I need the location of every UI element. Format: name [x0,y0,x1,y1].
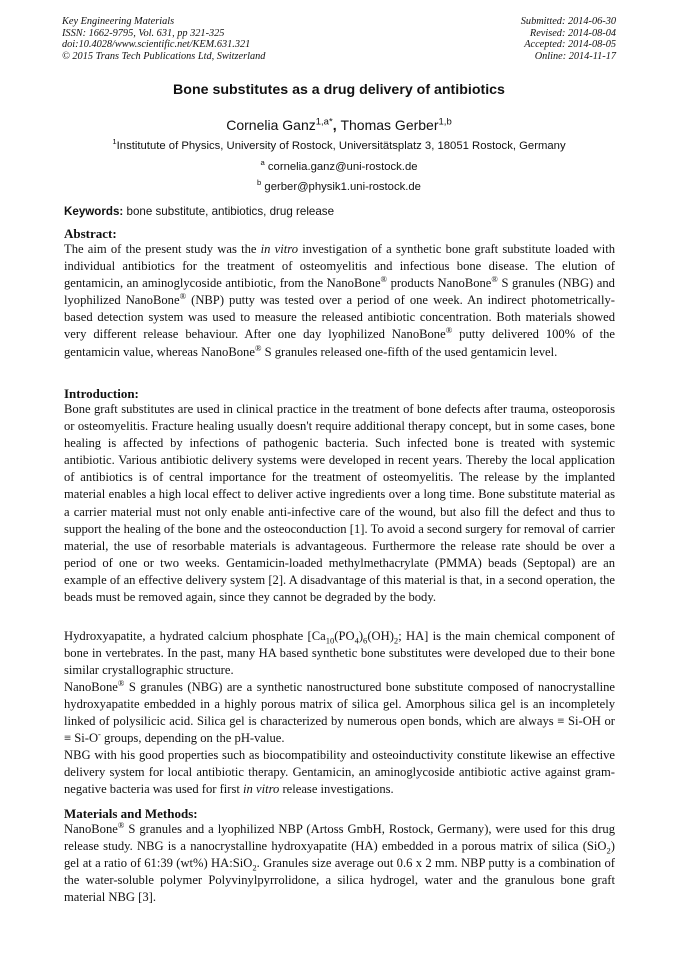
intro-p2-text-b: (PO [334,629,355,643]
email-a-text: cornelia.ganz@uni-rostock.de [264,161,418,173]
journal-info [62,16,265,62]
methods-text-c: ) gel at a ratio of 61:39 (wt%) HA:SiO [64,839,615,871]
online-date: Online: 2014-11-17 [534,50,616,62]
methods-text-d: . Granules size average out 0.6 x 2 mm. NBP putty is a combination of the water-soluble polymer Polyvinylpyrrolidone, a silica hydrogel, water and the granulous bone graft material NBG [3]. [64,856,615,905]
affiliation-mark: 1 [112,137,117,147]
methods-paragraph [64,821,615,906]
introduction-paragraph-4 [64,747,615,798]
intro-p4-italic: in vitro [243,782,280,797]
registered-mark: ® [117,677,125,688]
methods-text-a: NanoBone [64,822,118,836]
abstract-text-4: S granules (NBG) and lyophilized NanoBone [64,276,615,308]
copyright-line: © 2015 Trans Tech Publications Ltd, Switzerland [62,50,266,62]
email-a-mark: a [260,158,265,168]
affiliation-text: Institutute of Physics, University of Rostock, Universitätsplatz 3, 18051 Rostock, Germany [116,140,566,152]
subscript: 2 [252,862,257,873]
abstract-text-7: S granules released one-fifth of the used gentamicin level. [261,344,558,359]
revised-date: Revised: 2014-08-04 [529,27,616,39]
author-1-affiliation-mark: 1,a* [315,116,333,128]
intro-p2-text-d: (OH) [367,629,394,643]
introduction-heading: Introduction: [64,386,139,401]
registered-mark: ® [491,274,498,284]
registered-mark: ® [179,291,187,302]
email-a [0,158,678,173]
abstract-text-5: (NBP) putty was tested over a period of one week. An indirect photometrically-based detection system was used to measure the released antibiotic concentration. Both materials showed very different release behaviour. After one day lyophilized NanoBone [64,293,616,342]
introduction-paragraph-1: Bone graft substitutes are used in clinical practice in the treatment of bone defects after trauma, osteoporosis or osteomyelitis. Fracture healing usually doesn't require additional therapy concept, but in some cases, bone healing is affected by infections of pathogenic bacteria. Such infected bone is treated with systemic antibiotic. Various antibiotic delivery systems were developed in recent years. Thereby the local application of antibiotics is of central importance for the treatment of osteomyelitis. The release by the implanted material enables a high local effect to deliver active ingredients over a long time. Bone substitute material as a carrier material must not only enable anti-infective care of the wound, but also fill the defect and thus to support the healing of the bone and the osteoconduction [1]. To avoid a second surgery for removal of carrier material, the use of resorbable materials is advantageous. Furthermore the release rate should be over a period of one or two weeks. Gentamicin-loaded methylmethacrylate (PMMA) beads (Septopal) are an example of an effective delivery system [2]. A disadvantage of this material is that, in a second operation, the beads must be removed again, since they cannot be degraded by the body. [64,402,615,605]
publication-dates [521,16,616,62]
author-separator: , [332,117,341,133]
registered-mark: ® [445,325,453,336]
introduction-paragraph-2 [64,628,615,679]
superscript: - [98,729,101,740]
subscript: 10 [325,635,335,646]
keywords-text: bone substitute, antibiotics, drug release [123,205,335,218]
abstract-heading: Abstract: [64,226,117,241]
email-b-mark: b [257,178,262,188]
abstract-text-1: The aim of the present study was the [64,242,261,256]
journal-name: Key Engineering Materials [62,16,175,27]
intro-p2-text-a: Hydroxyapatite, a hydrated calcium phosphate [Ca [64,629,326,643]
intro-p4-text-a: NBG with his good properties such as biocompatibility and osteoinductivity constitute likewise an effective delivery system for local antibiotic therapy. Gentamicin, an aminoglycoside antibiotic active against gram-negative bacteria was used for first [64,748,615,797]
methods-heading: Materials and Methods: [64,806,198,821]
subscript: 4 [354,635,359,646]
abstract-text-3: products NanoBone [387,276,492,291]
subscript: 2 [393,635,399,646]
author-1: Cornelia Ganz [226,117,316,133]
intro-p2-text-c: ) [358,629,364,643]
author-2-affiliation-mark: 1,b [438,116,452,128]
registered-mark: ® [117,819,125,830]
abstract-italic: in vitro [260,242,298,256]
issn-line: ISSN: 1662-9795, Vol. 631, pp 321-325 [62,27,225,39]
subscript: 2 [606,845,611,856]
intro-p3-text-b: S granules (NBG) are a synthetic nanostructured bone substitute composed of nanocrystalline hydroxyapatite embedded in a highly porous matrix of silica gel. Amorphous silica gel is an incompletely linked of polysilicic acid. Silica gel is characterized by numerous open bonds, which are always ≡ Si-OH or ≡ Si-O [64,680,615,746]
subscript: 6 [363,635,368,646]
introduction-paragraph-3 [64,679,615,747]
intro-p3-text-c: groups, depending on the pH-value. [100,731,285,746]
author-list [0,117,678,133]
keywords [64,205,624,218]
accepted-date: Accepted: 2014-08-05 [524,39,616,50]
keywords-label: Keywords: [64,205,124,218]
doi-line: doi:10.4028/www.scientific.net/KEM.631.321 [62,39,251,50]
intro-p2-text-e: ; HA] is the main chemical component of bone in vertebrates. In the past, many HA based synthetic bone substitutes were developed due to their bone similar crystallographic structure. [64,629,615,678]
intro-p4-text-b: release investigations. [279,782,394,797]
registered-mark: ® [254,342,262,353]
affiliation [0,137,678,152]
submitted-date: Submitted: 2014-06-30 [520,16,616,27]
email-b [0,178,678,193]
methods-text-b: S granules and a lyophilized NBP (Artoss GmbH, Rostock, Germany), were used for this drug release study. NBG is a nanocrystalline hydroxyapatite (HA) embedded in a porous matrix of silica (SiO [64,822,615,854]
email-b-text: gerber@physik1.uni-rostock.de [261,181,421,193]
paper-title: Bone substitutes as a drug delivery of antibiotics [173,82,505,98]
abstract-paragraph [64,241,615,361]
registered-mark: ® [380,274,388,284]
intro-p3-text-a: NanoBone [64,680,118,694]
abstract-text-2: investigation of a synthetic bone graft substitute loaded with individual antibiotics for the treatment of osteomyelitis and infectious bone disease. The elution of gentamicin, an aminoglycoside antibiotic, from the NanoBone [64,242,616,291]
author-2: Thomas Gerber [340,117,439,133]
abstract-text-6: putty delivered 100% of the gentamicin value, whereas NanoBone [64,327,615,359]
